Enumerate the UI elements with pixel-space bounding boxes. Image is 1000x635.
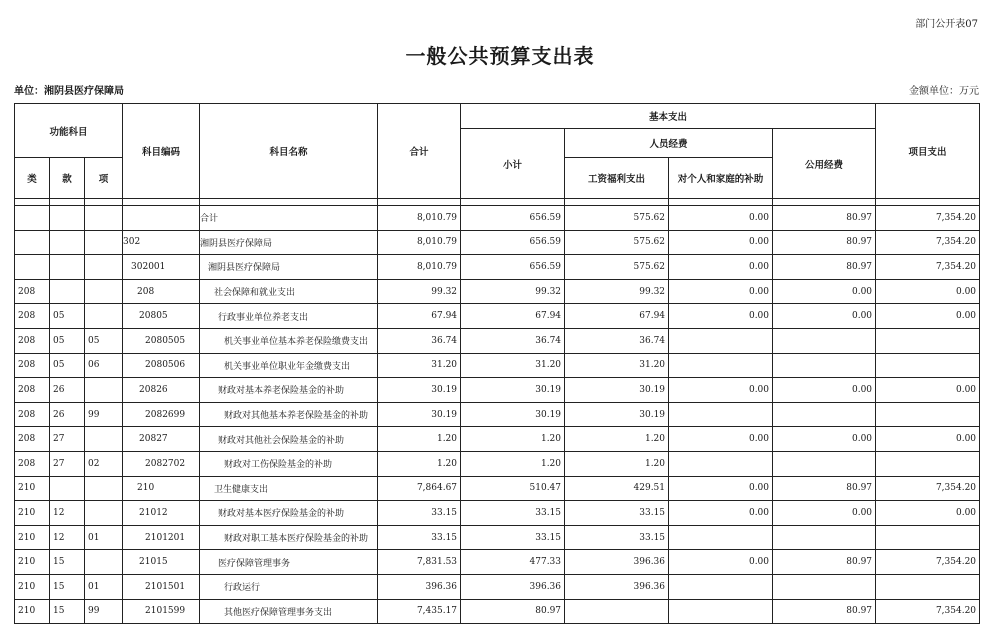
cell-public [773, 525, 876, 550]
cell-total: 33.15 [378, 501, 461, 526]
cell-kuan [50, 279, 85, 304]
cell-project: 7,354.20 [876, 206, 980, 231]
header-code: 科目编码 [123, 104, 200, 199]
table-row [15, 255, 980, 280]
cell-wages: 575.62 [565, 206, 669, 231]
cell-wages: 1.20 [565, 427, 669, 452]
cell-public [773, 451, 876, 476]
cell-subsidy: 0.00 [669, 476, 773, 501]
cell-subsidy [669, 574, 773, 599]
table-row [15, 427, 980, 452]
header-subtotal: 小计 [461, 129, 565, 199]
cell-wages: 575.62 [565, 255, 669, 280]
header-subsidy: 对个人和家庭的补助 [669, 158, 773, 199]
cell-total: 7,831.53 [378, 550, 461, 575]
cell-xiang: 01 [85, 525, 123, 550]
cell-subsidy: 0.00 [669, 304, 773, 329]
cell-code [123, 206, 200, 231]
cell-project: 7,354.20 [876, 255, 980, 280]
cell-code: 210 [123, 476, 200, 501]
header-basic: 基本支出 [461, 104, 876, 129]
table-row [15, 402, 980, 427]
unit-label: 单位：湘阴县医疗保障局 [14, 86, 124, 97]
cell-name: 财政对基本养老保险基金的补助 [200, 378, 378, 403]
cell-subtotal: 30.19 [461, 378, 565, 403]
page-title: 一般公共预算支出表 [405, 44, 595, 68]
cell-name: 财政对其他社会保险基金的补助 [200, 427, 378, 452]
cell-total: 30.19 [378, 402, 461, 427]
cell-name: 财政对其他基本养老保险基金的补助 [200, 402, 378, 427]
cell-public [773, 328, 876, 353]
table-row [15, 328, 980, 353]
table-row [15, 353, 980, 378]
cell-lei [15, 206, 50, 231]
cell-total: 7,864.67 [378, 476, 461, 501]
table-row [15, 550, 980, 575]
cell-total: 1.20 [378, 427, 461, 452]
cell-public: 0.00 [773, 501, 876, 526]
cell-name: 卫生健康支出 [200, 476, 378, 501]
cell-lei: 210 [15, 599, 50, 624]
cell-wages: 1.20 [565, 451, 669, 476]
cell-subtotal: 656.59 [461, 230, 565, 255]
cell-kuan: 05 [50, 304, 85, 329]
cell-public: 80.97 [773, 599, 876, 624]
amount-unit-label: 金额单位：万元 [909, 86, 979, 97]
cell-xiang [85, 230, 123, 255]
cell-wages: 99.32 [565, 279, 669, 304]
cell-code: 2101501 [123, 574, 200, 599]
cell-name: 合计 [200, 206, 378, 231]
cell-total: 31.20 [378, 353, 461, 378]
cell-subsidy [669, 328, 773, 353]
cell-public: 80.97 [773, 476, 876, 501]
cell-subtotal: 30.19 [461, 402, 565, 427]
table-row [15, 304, 980, 329]
cell-kuan: 05 [50, 353, 85, 378]
cell-subsidy [669, 451, 773, 476]
cell-project [876, 525, 980, 550]
form-number: 部门公开表07 [915, 19, 978, 30]
cell-subtotal: 1.20 [461, 427, 565, 452]
cell-project: 0.00 [876, 304, 980, 329]
header-xiang: 项 [85, 158, 123, 199]
cell-wages: 33.15 [565, 501, 669, 526]
cell-subtotal: 67.94 [461, 304, 565, 329]
cell-total: 67.94 [378, 304, 461, 329]
cell-xiang: 99 [85, 599, 123, 624]
cell-subtotal: 510.47 [461, 476, 565, 501]
cell-xiang: 02 [85, 451, 123, 476]
cell-kuan: 27 [50, 451, 85, 476]
table-row [15, 451, 980, 476]
cell-xiang [85, 378, 123, 403]
cell-total: 7,435.17 [378, 599, 461, 624]
cell-total: 8,010.79 [378, 255, 461, 280]
cell-public: 80.97 [773, 255, 876, 280]
cell-lei: 208 [15, 353, 50, 378]
cell-public: 0.00 [773, 427, 876, 452]
cell-xiang: 06 [85, 353, 123, 378]
cell-code: 21015 [123, 550, 200, 575]
cell-wages: 575.62 [565, 230, 669, 255]
cell-project [876, 353, 980, 378]
cell-subsidy: 0.00 [669, 378, 773, 403]
table-row [15, 525, 980, 550]
cell-name: 其他医疗保障管理事务支出 [200, 599, 378, 624]
cell-subsidy: 0.00 [669, 279, 773, 304]
cell-subtotal: 33.15 [461, 501, 565, 526]
cell-subsidy: 0.00 [669, 255, 773, 280]
cell-xiang [85, 550, 123, 575]
cell-xiang [85, 501, 123, 526]
cell-lei: 208 [15, 378, 50, 403]
cell-subsidy [669, 353, 773, 378]
cell-wages: 396.36 [565, 550, 669, 575]
cell-code: 2082699 [123, 402, 200, 427]
cell-kuan [50, 206, 85, 231]
cell-name: 机关事业单位职业年金缴费支出 [200, 353, 378, 378]
cell-project: 7,354.20 [876, 550, 980, 575]
table-row [15, 206, 980, 231]
table-row [15, 476, 980, 501]
cell-public: 80.97 [773, 550, 876, 575]
cell-xiang: 01 [85, 574, 123, 599]
cell-lei: 208 [15, 402, 50, 427]
cell-project: 7,354.20 [876, 230, 980, 255]
cell-xiang [85, 476, 123, 501]
budget-table [14, 103, 980, 624]
cell-public: 80.97 [773, 206, 876, 231]
cell-subtotal: 396.36 [461, 574, 565, 599]
cell-subsidy [669, 402, 773, 427]
header-total: 合计 [378, 104, 461, 199]
cell-total: 30.19 [378, 378, 461, 403]
table-body [15, 199, 980, 624]
cell-project: 7,354.20 [876, 476, 980, 501]
cell-lei: 210 [15, 574, 50, 599]
header-personnel: 人员经费 [565, 129, 773, 158]
cell-kuan: 15 [50, 599, 85, 624]
cell-lei [15, 255, 50, 280]
cell-name: 财政对工伤保险基金的补助 [200, 451, 378, 476]
cell-name: 行政事业单位养老支出 [200, 304, 378, 329]
cell-name: 财政对职工基本医疗保险基金的补助 [200, 525, 378, 550]
cell-name: 行政运行 [200, 574, 378, 599]
table-row [15, 378, 980, 403]
cell-subsidy: 0.00 [669, 206, 773, 231]
cell-project: 7,354.20 [876, 599, 980, 624]
cell-subsidy [669, 525, 773, 550]
cell-lei: 208 [15, 427, 50, 452]
cell-wages: 31.20 [565, 353, 669, 378]
cell-wages: 36.74 [565, 328, 669, 353]
cell-subtotal: 656.59 [461, 206, 565, 231]
cell-lei: 208 [15, 328, 50, 353]
cell-code: 302001 [123, 255, 200, 280]
cell-subtotal: 99.32 [461, 279, 565, 304]
cell-subtotal: 80.97 [461, 599, 565, 624]
cell-total: 36.74 [378, 328, 461, 353]
cell-subtotal: 36.74 [461, 328, 565, 353]
cell-subtotal: 477.33 [461, 550, 565, 575]
cell-public [773, 402, 876, 427]
cell-lei: 208 [15, 279, 50, 304]
cell-kuan [50, 476, 85, 501]
cell-public: 0.00 [773, 279, 876, 304]
cell-total: 396.36 [378, 574, 461, 599]
cell-xiang [85, 255, 123, 280]
cell-project [876, 328, 980, 353]
unit-line [14, 82, 979, 98]
cell-name: 财政对基本医疗保险基金的补助 [200, 501, 378, 526]
cell-project: 0.00 [876, 501, 980, 526]
cell-public: 0.00 [773, 378, 876, 403]
cell-xiang [85, 279, 123, 304]
cell-name: 社会保障和就业支出 [200, 279, 378, 304]
header-func-subject: 功能科目 [15, 104, 123, 158]
cell-subsidy [669, 599, 773, 624]
cell-code: 2101599 [123, 599, 200, 624]
table-row [15, 230, 980, 255]
header-lei: 类 [15, 158, 50, 199]
cell-project: 0.00 [876, 427, 980, 452]
cell-lei [15, 230, 50, 255]
cell-public: 80.97 [773, 230, 876, 255]
cell-project [876, 574, 980, 599]
cell-wages: 30.19 [565, 402, 669, 427]
cell-total: 8,010.79 [378, 206, 461, 231]
cell-code: 20826 [123, 378, 200, 403]
cell-project: 0.00 [876, 279, 980, 304]
cell-code: 2080505 [123, 328, 200, 353]
table-row [15, 279, 980, 304]
cell-lei: 208 [15, 304, 50, 329]
cell-total: 33.15 [378, 525, 461, 550]
cell-name: 湘阴县医疗保障局 [200, 230, 378, 255]
cell-kuan: 15 [50, 550, 85, 575]
cell-kuan: 12 [50, 525, 85, 550]
cell-code: 2080506 [123, 353, 200, 378]
cell-subsidy: 0.00 [669, 550, 773, 575]
cell-wages: 30.19 [565, 378, 669, 403]
cell-subsidy: 0.00 [669, 230, 773, 255]
cell-xiang [85, 427, 123, 452]
table-row [15, 574, 980, 599]
cell-kuan: 05 [50, 328, 85, 353]
table-row [15, 501, 980, 526]
cell-xiang [85, 304, 123, 329]
cell-public [773, 574, 876, 599]
cell-total: 8,010.79 [378, 230, 461, 255]
cell-wages: 396.36 [565, 574, 669, 599]
cell-name: 医疗保障管理事务 [200, 550, 378, 575]
cell-subtotal: 656.59 [461, 255, 565, 280]
cell-kuan: 12 [50, 501, 85, 526]
cell-xiang: 99 [85, 402, 123, 427]
header-kuan: 款 [50, 158, 85, 199]
cell-code: 20827 [123, 427, 200, 452]
cell-code: 302 [123, 230, 200, 255]
cell-public [773, 353, 876, 378]
cell-lei: 208 [15, 451, 50, 476]
cell-kuan [50, 255, 85, 280]
cell-xiang: 05 [85, 328, 123, 353]
cell-project [876, 402, 980, 427]
header-public: 公用经费 [773, 129, 876, 199]
header-wages: 工资福利支出 [565, 158, 669, 199]
cell-project [876, 451, 980, 476]
cell-name: 机关事业单位基本养老保险缴费支出 [200, 328, 378, 353]
cell-code: 21012 [123, 501, 200, 526]
cell-lei: 210 [15, 550, 50, 575]
cell-wages [565, 599, 669, 624]
cell-total: 99.32 [378, 279, 461, 304]
cell-lei: 210 [15, 501, 50, 526]
cell-subtotal: 31.20 [461, 353, 565, 378]
cell-lei: 210 [15, 476, 50, 501]
cell-code: 20805 [123, 304, 200, 329]
header-spacer-row [15, 199, 980, 206]
cell-subtotal: 1.20 [461, 451, 565, 476]
cell-kuan: 27 [50, 427, 85, 452]
cell-code: 2101201 [123, 525, 200, 550]
cell-xiang [85, 206, 123, 231]
cell-total: 1.20 [378, 451, 461, 476]
cell-code: 2082702 [123, 451, 200, 476]
header-project: 项目支出 [876, 104, 980, 199]
header-name: 科目名称 [200, 104, 378, 199]
cell-public: 0.00 [773, 304, 876, 329]
cell-name: 湘阴县医疗保障局 [200, 255, 378, 280]
cell-subsidy: 0.00 [669, 501, 773, 526]
cell-wages: 429.51 [565, 476, 669, 501]
cell-project: 0.00 [876, 378, 980, 403]
cell-subsidy: 0.00 [669, 427, 773, 452]
cell-code: 208 [123, 279, 200, 304]
table-row [15, 599, 980, 624]
cell-lei: 210 [15, 525, 50, 550]
cell-wages: 67.94 [565, 304, 669, 329]
cell-kuan: 26 [50, 378, 85, 403]
cell-kuan: 26 [50, 402, 85, 427]
cell-wages: 33.15 [565, 525, 669, 550]
cell-kuan: 15 [50, 574, 85, 599]
cell-kuan [50, 230, 85, 255]
cell-subtotal: 33.15 [461, 525, 565, 550]
